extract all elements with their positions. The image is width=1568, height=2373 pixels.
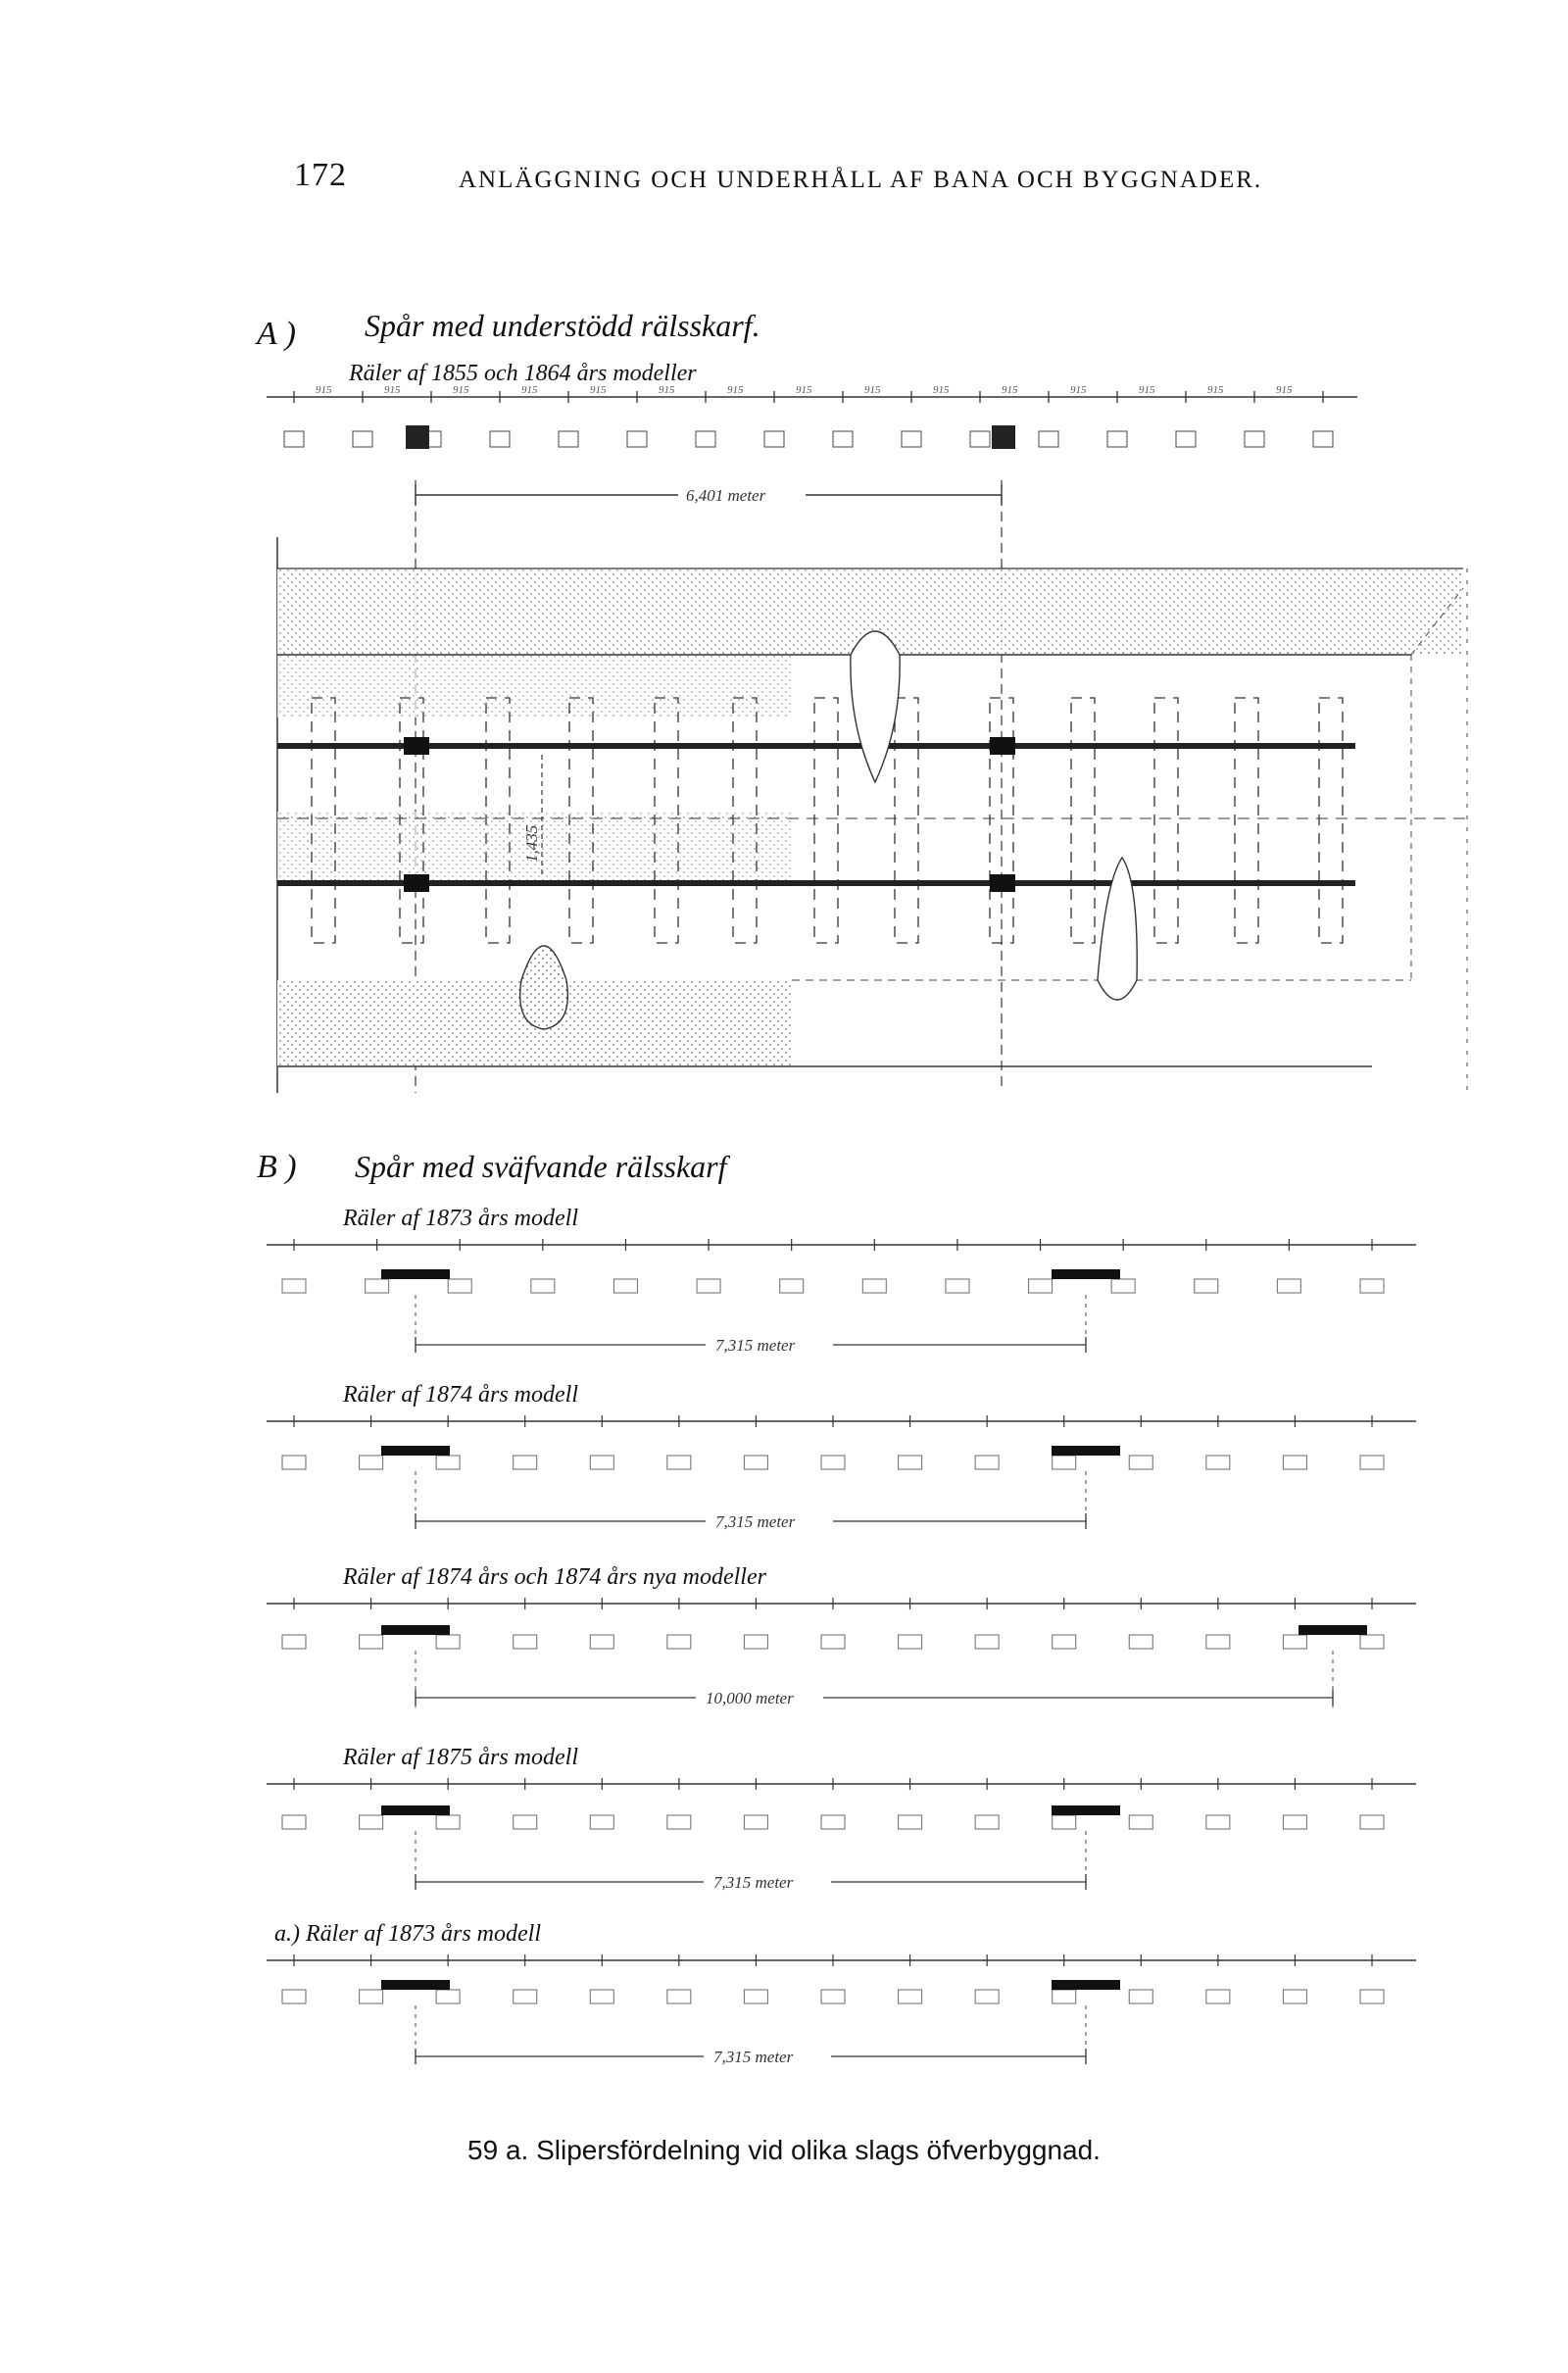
row-4-length: 7,315 meter (713, 1873, 794, 1892)
section-a-spacing-strip (267, 384, 1357, 449)
row-5-length: 7,315 meter (713, 2048, 794, 2066)
sleeper (1154, 698, 1178, 943)
sleeper-symbol (667, 1635, 691, 1649)
sleeper-symbol (1053, 1815, 1076, 1829)
spacing-label: 915 (590, 384, 607, 396)
sleeper-symbol (1039, 431, 1058, 447)
sleeper-symbol (1195, 1279, 1218, 1293)
sleeper-symbol (514, 1635, 537, 1649)
spacing-label: 915 (1207, 384, 1224, 396)
sleeper-symbol (764, 431, 784, 447)
sleeper-symbol (975, 1815, 999, 1829)
running-title: ANLÄGGNING OCH UNDERHÅLL AF BANA OCH BYGGNADER. (459, 167, 1263, 193)
sleeper-symbol (1283, 1635, 1306, 1649)
section-a-length-dimension (416, 484, 1002, 506)
section-a-title: Spår med understödd rälsskarf. (365, 308, 760, 343)
gauge-label: 1,435 (522, 824, 541, 863)
row-3-length: 10,000 meter (706, 1689, 794, 1707)
spacing-label: 915 (521, 384, 538, 396)
sleeper-symbol (1206, 1815, 1230, 1829)
section-a-subtitle: Räler af 1855 och 1864 års modeller (349, 361, 697, 386)
section-a-plan (277, 480, 1470, 1093)
sleeper-symbol (590, 1456, 613, 1469)
sleeper-symbol (862, 1279, 886, 1293)
sleeper-symbol (436, 1456, 460, 1469)
sleeper-symbol (1206, 1635, 1230, 1649)
sleeper-symbol (975, 1456, 999, 1469)
sleeper-symbol (360, 1990, 383, 2003)
spacing-label: 915 (933, 384, 950, 396)
sleeper-symbol (667, 1815, 691, 1829)
sleeper-symbol (821, 1815, 845, 1829)
sleeper-symbol (284, 431, 304, 447)
sleeper (895, 698, 918, 943)
sleeper-symbol (696, 431, 715, 447)
sleeper-symbol (697, 1279, 720, 1293)
sleeper-symbol (1283, 1815, 1306, 1829)
sleeper-symbol (833, 431, 853, 447)
sleeper-symbol (744, 1456, 767, 1469)
sleeper (1319, 698, 1343, 943)
sleeper-symbol (899, 1990, 922, 2003)
sleeper-symbol (490, 431, 510, 447)
sleeper-symbol (282, 1635, 306, 1649)
sleeper-symbol (282, 1456, 306, 1469)
row-3-label: Räler af 1874 års och 1874 års nya modeller (343, 1564, 766, 1590)
sleeper-symbol (975, 1635, 999, 1649)
spacing-label: 915 (727, 384, 744, 396)
spacing-label: 915 (659, 384, 675, 396)
sleeper-symbol (1176, 431, 1196, 447)
spacing-label: 915 (1276, 384, 1293, 396)
sleeper-symbol (970, 431, 990, 447)
sleeper-symbol (744, 1635, 767, 1649)
sleeper (814, 698, 838, 943)
section-a-letter: A ) (257, 316, 296, 352)
sleeper-symbol (1360, 1635, 1384, 1649)
sleeper-symbol (1206, 1456, 1230, 1469)
sleeper-symbol (448, 1279, 471, 1293)
sleeper-symbol (1360, 1456, 1384, 1469)
spacing-label: 915 (453, 384, 469, 396)
sleeper-symbol (975, 1990, 999, 2003)
spacing-label: 915 (316, 384, 332, 396)
sleeper-symbol (360, 1456, 383, 1469)
sleeper-symbol (1360, 1279, 1384, 1293)
sleeper-symbol (1111, 1279, 1135, 1293)
spacing-label: 915 (384, 384, 401, 396)
sleeper-symbol (744, 1815, 767, 1829)
sleeper-symbol (780, 1279, 804, 1293)
sleeper-symbol (282, 1279, 306, 1293)
sleeper-symbol (590, 1990, 613, 2003)
sleeper-symbol (627, 431, 647, 447)
sleeper (1235, 698, 1258, 943)
sleeper-symbol (590, 1815, 613, 1829)
section-b-row-1 (267, 1239, 1416, 1357)
section-b-row-3 (267, 1598, 1416, 1709)
sleeper-symbol (1360, 1815, 1384, 1829)
sleeper-symbol (946, 1279, 969, 1293)
sleeper-symbol (282, 1815, 306, 1829)
sleeper-symbol (436, 1635, 460, 1649)
sleeper-symbol (1107, 431, 1127, 447)
sleeper-symbol (514, 1990, 537, 2003)
sleeper-symbol (899, 1456, 922, 1469)
sleeper-symbol (1129, 1815, 1152, 1829)
sleeper-symbol (282, 1990, 306, 2003)
sleeper-symbol (360, 1635, 383, 1649)
spacing-label: 915 (864, 384, 881, 396)
section-b-letter: B ) (257, 1149, 297, 1185)
sleeper-symbol (353, 431, 372, 447)
sleeper-symbol (1283, 1456, 1306, 1469)
sleeper-symbol (821, 1456, 845, 1469)
row-1-length: 7,315 meter (715, 1336, 796, 1355)
sleeper-symbol (1129, 1456, 1152, 1469)
sleeper-symbol (667, 1456, 691, 1469)
spacing-label: 915 (1002, 384, 1018, 396)
row-4-label: Räler af 1875 års modell (343, 1745, 578, 1770)
sleeper-symbol (366, 1279, 389, 1293)
sleeper-symbol (821, 1990, 845, 2003)
spacing-label: 915 (1139, 384, 1155, 396)
sleeper-symbol (1245, 431, 1264, 447)
sleeper-symbol (1277, 1279, 1300, 1293)
sleeper-symbol (590, 1635, 613, 1649)
sleeper-symbol (436, 1990, 460, 2003)
sleeper-symbol (902, 431, 921, 447)
sleeper-symbol (1053, 1456, 1076, 1469)
sleeper (1071, 698, 1095, 943)
sleeper-symbol (613, 1279, 637, 1293)
sleeper-symbol (1129, 1635, 1152, 1649)
row-1-label: Räler af 1873 års modell (343, 1206, 578, 1231)
row-2-label: Räler af 1874 års modell (343, 1382, 578, 1408)
sleeper-symbol (436, 1815, 460, 1829)
sleeper-symbol (360, 1815, 383, 1829)
sleeper-symbol (1283, 1990, 1306, 2003)
sleeper-symbol (1053, 1635, 1076, 1649)
figure-caption: 59 a. Slipersfördelning vid olika slags öfverbyggnad. (467, 2135, 1101, 2165)
sleeper-symbol (744, 1990, 767, 2003)
section-b-title: Spår med sväfvande rälsskarf (355, 1149, 727, 1184)
sleeper-symbol (531, 1279, 555, 1293)
spacing-label: 915 (1070, 384, 1087, 396)
page-number: 172 (294, 157, 347, 193)
sleeper-symbol (514, 1815, 537, 1829)
sleeper-symbol (1360, 1990, 1384, 2003)
sleeper-symbol (514, 1456, 537, 1469)
section-b-row-2 (267, 1415, 1416, 1533)
sleeper-symbol (1129, 1990, 1152, 2003)
sleeper-symbol (1029, 1279, 1053, 1293)
section-b-row-5 (267, 1954, 1416, 2068)
sleeper-symbol (1206, 1990, 1230, 2003)
sleeper-symbol (1053, 1990, 1076, 2003)
sleeper-symbol (559, 431, 578, 447)
sleeper-symbol (899, 1635, 922, 1649)
row-2-length: 7,315 meter (715, 1512, 796, 1531)
sleeper-symbol (667, 1990, 691, 2003)
spacing-label: 915 (796, 384, 812, 396)
sleeper-symbol (899, 1815, 922, 1829)
row-5-label: a.) Räler af 1873 års modell (274, 1921, 541, 1947)
sleeper-symbol (1313, 431, 1333, 447)
sleeper-symbol (821, 1635, 845, 1649)
section-b-row-4 (267, 1778, 1416, 1894)
section-a-length-label: 6,401 meter (686, 486, 766, 505)
